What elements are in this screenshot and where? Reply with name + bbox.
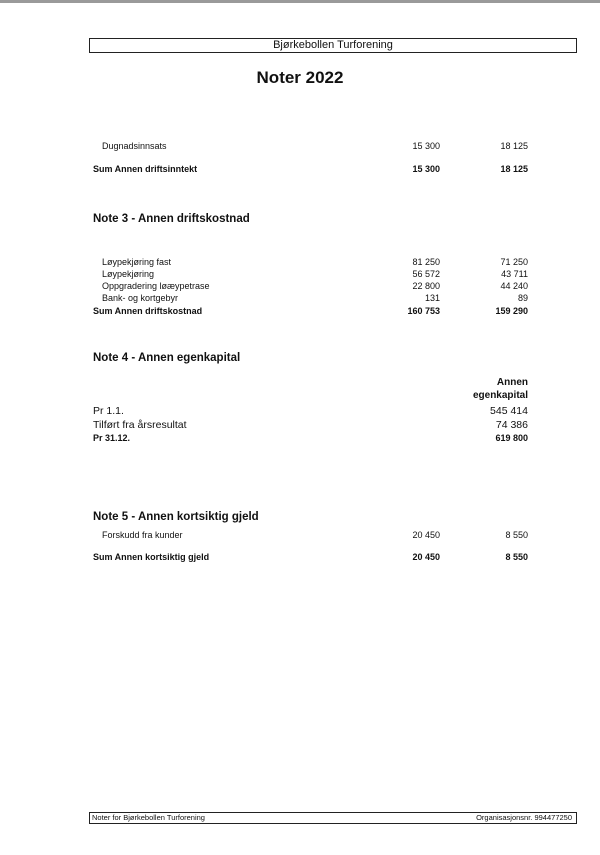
sum-label: Sum Annen kortsiktig gjeld: [93, 552, 210, 562]
row-value: 545 414: [490, 405, 528, 417]
sum-label: Sum Annen driftskostnad: [93, 306, 203, 316]
row-value-2022: 81 250: [412, 257, 440, 267]
row-value-2021: 71 250: [500, 257, 528, 267]
row-value-2021: 44 240: [500, 281, 528, 291]
row-value-2022: 131: [424, 293, 440, 303]
top-rule: [0, 0, 600, 3]
note4-row: [0, 419, 600, 431]
org-header-box: [89, 38, 577, 53]
row-label: Tilført fra årsresultat: [93, 419, 187, 431]
footer-org-number: Organisasjonsnr. 994477250: [476, 813, 572, 822]
row-label: Løypekjøring fast: [102, 257, 172, 267]
row-value-2022: 20 450: [412, 530, 440, 540]
row-value-2021: 89: [517, 293, 528, 303]
sum-value-2021: 18 125: [500, 164, 528, 174]
total-value: 619 800: [495, 433, 528, 443]
note4-heading: Note 4 - Annen egenkapital: [93, 352, 241, 364]
row-label: Dugnadsinnsats: [102, 141, 167, 151]
note3-row: [0, 292, 600, 304]
note5-sum-row: [0, 551, 600, 563]
sum-value-2022: 15 300: [412, 164, 440, 174]
row-value-2022: 56 572: [412, 269, 440, 279]
sum-value-2022: 160 753: [407, 306, 440, 316]
sum-value-2021: 8 550: [505, 552, 528, 562]
page-title: Noter 2022: [256, 68, 344, 87]
org-name: Bjørkebollen Turforening: [273, 39, 393, 51]
column-header-line: Annen: [496, 377, 528, 388]
row-label: Løypekjøring: [102, 269, 155, 279]
total-label: Pr 31.12.: [93, 433, 131, 443]
note4-total-row: [0, 432, 600, 444]
note3-sum-row: [0, 305, 600, 317]
row-label: Oppgradering løæypetrase: [102, 281, 210, 291]
sum-label: Sum Annen driftsinntekt: [93, 164, 198, 174]
note2-row: [0, 140, 600, 152]
page-footer: [89, 812, 577, 824]
footer-left-text: Noter for Bjørkebollen Turforening: [92, 813, 205, 822]
row-value-2021: 8 550: [505, 530, 528, 540]
note4-column-header: [473, 376, 528, 402]
row-value-2022: 22 800: [412, 281, 440, 291]
note2-sum-row: [0, 163, 600, 175]
row-value-2021: 43 711: [501, 269, 528, 279]
row-value: 74 386: [495, 419, 528, 431]
row-value-2022: 15 300: [412, 141, 440, 151]
note5-heading: Note 5 - Annen kortsiktig gjeld: [93, 511, 259, 523]
row-value-2021: 18 125: [500, 141, 528, 151]
note3-row: [0, 268, 600, 280]
note4-row: [0, 405, 600, 417]
sum-value-2021: 159 290: [495, 306, 528, 316]
row-label: Bank- og kortgebyr: [102, 293, 179, 303]
sum-value-2022: 20 450: [412, 552, 440, 562]
note3-row: [0, 256, 600, 268]
note5-row: [0, 529, 600, 541]
note3-heading: Note 3 - Annen driftskostnad: [93, 213, 250, 225]
row-label: Pr 1.1.: [93, 405, 124, 417]
row-label: Forskudd fra kunder: [102, 530, 183, 540]
column-header-line: egenkapital: [472, 390, 528, 401]
note3-row: [0, 280, 600, 292]
